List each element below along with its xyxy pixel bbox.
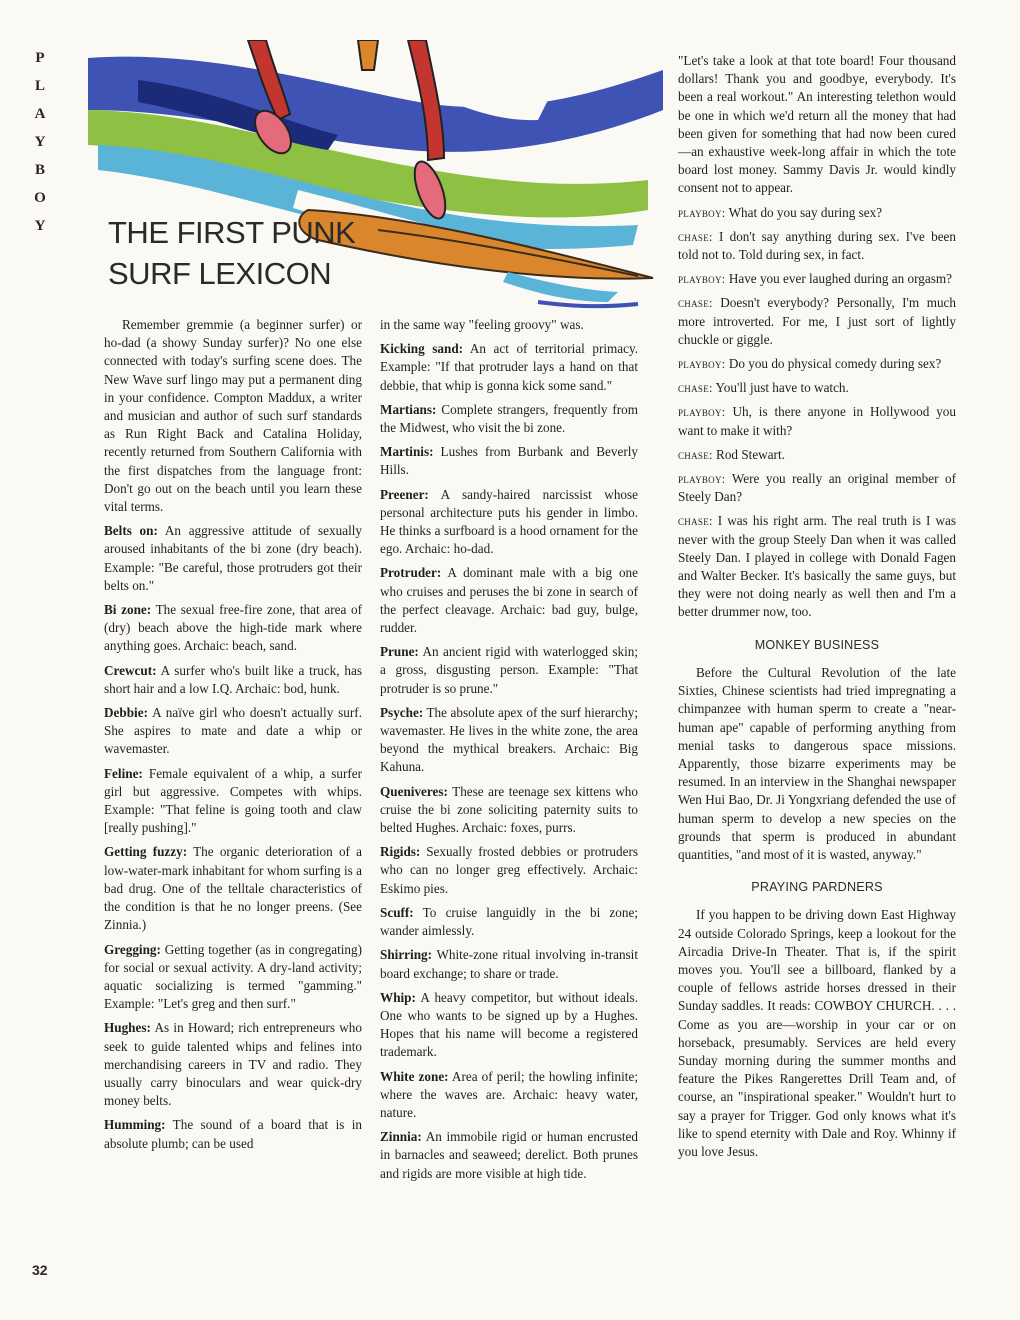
lexicon-definition: An immobile rigid or human encrusted in barnacles and seaweed; derelict. Both prunes and rigids are more visible at high tide.	[380, 1129, 638, 1181]
lexicon-entry	[380, 1068, 638, 1123]
magazine-title-letter: L	[34, 78, 45, 94]
interview-speaker: chase:	[678, 514, 713, 529]
headline-line-2: SURF LEXICON	[108, 256, 332, 291]
magazine-title-letter: O	[34, 190, 46, 206]
interview-line	[678, 403, 956, 439]
interview-line	[678, 355, 956, 373]
lexicon-term: Protruder:	[380, 565, 442, 581]
lexicon-term: Preener:	[380, 486, 429, 502]
lexicon-entries-col2	[380, 340, 638, 1183]
lexicon-entry	[380, 340, 638, 395]
lexicon-entry	[104, 1116, 362, 1152]
column-1	[104, 316, 362, 1159]
lexicon-entry	[380, 1128, 638, 1183]
lexicon-definition: Lushes from Burbank and Beverly Hills.	[380, 444, 638, 478]
lexicon-definition: Complete strangers, frequently from the Midwest, who visit the bi zone.	[380, 401, 638, 436]
interview-speaker: chase:	[678, 447, 713, 462]
interview-speaker: chase:	[678, 229, 713, 244]
lexicon-term: Getting fuzzy:	[104, 844, 188, 860]
lexicon-definition: A dominant male with a big one who cruises and peruses the bi zone in search of the perfect cleavage. Archaic: bad guy, bulge, rudder.	[380, 565, 638, 636]
lexicon-definition: White-zone ritual involving in-transit board exchange; to share or trade.	[380, 947, 638, 981]
lexicon-entry	[104, 704, 362, 759]
magazine-title-letter: B	[34, 162, 45, 178]
interview-line	[678, 228, 956, 264]
lexicon-definition: An ancient rigid with waterlogged skin; a gross, disgusting person. Example: "That protruder is so prune."	[380, 644, 638, 696]
interview-speaker: chase:	[678, 296, 713, 311]
interview-text: You'll just have to watch.	[712, 380, 849, 396]
interview-text: Do you do physical comedy during sex?	[725, 356, 942, 372]
interview-line	[678, 204, 956, 222]
lexicon-definition: These are teenage sex kittens who cruise the bi zone soliciting paternity suits to belted Hughes. Archaic: foxes, purrs.	[380, 783, 638, 836]
lexicon-definition: Getting together (as in congregating) for social or sexual activity. A dry-land activity; aquatic socializing is termed "gamming." Example: "Let's greg and then surf."	[104, 941, 362, 1012]
lexicon-term: Crewcut:	[104, 662, 157, 678]
interview-text: What do you say during sex?	[725, 204, 883, 220]
interview-speaker: playboy:	[678, 357, 726, 372]
lexicon-entry	[380, 564, 638, 637]
headline-line-1: THE FIRST PUNK	[108, 215, 356, 250]
interview-line	[678, 270, 956, 288]
interview-speaker: chase:	[678, 381, 713, 396]
lexicon-term: Prune:	[380, 644, 419, 660]
lexicon-entry	[104, 601, 362, 656]
lexicon-definition: A naïve girl who doesn't actually surf. She aspires to mate and date a whip or wavemaster.	[104, 705, 362, 757]
lexicon-entry	[380, 783, 638, 838]
lexicon-entry	[104, 1019, 362, 1110]
lexicon-entry	[104, 941, 362, 1014]
lexicon-definition: A sandy-haired narcissist whose personal architecture puts his gender in limbo. He thinks a surfboard is a hood ornament for the ego. Archaic: ho-dad.	[380, 486, 638, 557]
monkey-business-title: MONKEY BUSINESS	[754, 637, 880, 652]
lexicon-term: Rigids:	[380, 844, 421, 860]
lexicon-definition: The sound of a board that is in absolute plumb; can be used	[104, 1117, 362, 1151]
lexicon-entry	[380, 904, 638, 940]
lexicon-term: Martinis:	[380, 444, 434, 460]
lexicon-term: Scuff:	[380, 904, 414, 920]
lexicon-term: Psyche:	[380, 704, 424, 720]
lexicon-definition: As in Howard; rich entrepreneurs who seek to guide talented whips and felines into merchandising careers in TV and radio. They usually carry binoculars and wear quick-dry money belts.	[104, 1020, 362, 1109]
interview-speaker: playboy:	[678, 272, 726, 287]
lexicon-entry	[380, 443, 638, 479]
magazine-title-letter: P	[35, 50, 45, 66]
lexicon-definition: The absolute apex of the surf hierarchy; wavemaster. He lives in the white zone, the area beyond the mythical breakers. Archaic: Big Kahuna.	[380, 704, 638, 775]
lexicon-entry	[104, 765, 362, 838]
interview-text: I don't say anything during sex. I've been told not to. Told during sex, in fact.	[678, 228, 956, 263]
monkey-business-body: Before the Cultural Revolution of the late Sixties, Chinese scientists had tried impregnating a chimpanzee with human sperm to create a "near-human ape" capable of performing anything from menial tasks to dangerous space missions. Apparently, those bizarre experiments may be resumed. In an interview in the Shanghai newspaper Wen Hui Bao, Dr. Ji Yongxriang defended the use of human sperm to develop a new species on the grounds that sperm is produced in abundant quantities, "and most of it is wasted, anyway."	[678, 664, 956, 862]
lexicon-entry	[104, 843, 362, 934]
lexicon-definition: Area of peril; the howling infinite; where the waves are. Archaic: heavy water, nature.	[380, 1068, 638, 1120]
interview-text: I was his right arm. The real truth is I was never with the group Steely Dan when it was called Steely Dan. I played in college with Donald Fagen and Walter Becker. It's basically the same guys, but they were not doing nearly as well then and I'm a better drummer now, too.	[678, 513, 956, 620]
interview-line	[678, 379, 956, 397]
magazine-running-title	[30, 44, 50, 240]
praying-pardners-title: PRAYING PARDNERS	[751, 880, 883, 895]
lexicon-term: Shirring:	[380, 947, 433, 963]
lexicon-entry	[380, 843, 638, 898]
lexicon-entries-col1	[104, 522, 362, 1153]
interview-text: Uh, is there anyone in Hollywood you want to make it with?	[678, 404, 956, 438]
telethon-paragraph: "Let's take a look at that tote board! Four thousand dollars! Thank you and goodbye, everybody. It's been a real workout." An interesting telethon would be one in which we'd return all the money that had been given for something that had now been cured—an exhaustive week-long affair in which the tote board lost money. Sammy Davis Jr. would kindly consent not to appear.	[678, 53, 956, 196]
lexicon-intro: Remember gremmie (a beginner surfer) or ho-dad (a showy Sunday surfer)? No one else connected with today's surfing scene does. The New Wave surf lingo may put a permanent ding in your confidence. Compton Maddux, a writer and musician and author of such surf standards as Run Right Back and Catalina Holiday, recently returned from Southern California with the first dispatches from the language front: Don't go out on the beach until you learn these vital terms.	[104, 317, 362, 515]
interview-text: Doesn't everybody? Personally, I'm much more introverted. For me, I just sort of lightly chuckle or giggle.	[678, 295, 956, 347]
interview-text: Were you really an original member of Steely Dan?	[678, 471, 956, 505]
magazine-title-letter: A	[34, 106, 46, 122]
lexicon-term: Belts on:	[104, 523, 158, 539]
interview-line	[678, 446, 956, 464]
lexicon-term: Hughes:	[104, 1020, 151, 1036]
interview-line	[678, 294, 956, 349]
lexicon-definition: An aggressive attitude of sexually aroused inhabitants of the bi zone (dry beach). Example: "Be careful, those protruders got their belts on."	[104, 523, 362, 593]
lexicon-entry	[104, 662, 362, 698]
lexicon-definition: To cruise languidly in the bi zone; wander aimlessly.	[380, 904, 638, 939]
interview-text: Have you ever laughed during an orgasm?	[725, 271, 952, 287]
lexicon-term: White zone:	[380, 1068, 449, 1084]
lexicon-term: Bi zone:	[104, 602, 152, 618]
lexicon-entry	[380, 486, 638, 559]
lexicon-term: Gregging:	[104, 941, 161, 957]
lexicon-term: Whip:	[380, 989, 416, 1005]
interview-speaker: playboy:	[678, 405, 726, 420]
column-2	[380, 316, 638, 1189]
lexicon-term: Queniveres:	[380, 783, 448, 799]
lexicon-term: Humming:	[104, 1117, 166, 1133]
lexicon-definition: Female equivalent of a whip, a surfer girl but aggressive. Competes with whips. Example: "That feline is going tooth and claw [really pushing]."	[104, 765, 362, 836]
column-3	[678, 52, 956, 1167]
lexicon-entry	[380, 643, 638, 698]
page-number: 32	[32, 1262, 48, 1278]
interview-line	[678, 512, 956, 621]
lexicon-term: Martians:	[380, 401, 437, 417]
lexicon-term: Debbie:	[104, 705, 148, 721]
article-headline	[108, 212, 368, 294]
lexicon-entry	[380, 704, 638, 777]
lexicon-entry	[380, 946, 638, 982]
magazine-title-letter: Y	[34, 218, 46, 234]
lexicon-definition: Sexually frosted debbies or protruders who can no longer greg effectively. Archaic: Eskimo pies.	[380, 844, 638, 896]
lexicon-term: Zinnia:	[380, 1129, 422, 1145]
lexicon-definition: An act of territorial primacy. Example: "If that protruder lays a hand on that debbie, that whip is gonna kick some sand."	[380, 341, 638, 393]
interview-text: Rod Stewart.	[712, 446, 785, 462]
lexicon-definition: The organic deterioration of a low-water-mark inhabitant for whom surfing is a bad drug. One of the telltale characteristics of the condition is that he no longer preens. (See Zinnia.)	[104, 844, 362, 933]
lexicon-entry	[380, 989, 638, 1062]
lexicon-term: Feline:	[104, 765, 143, 781]
lexicon-definition: A surfer who's built like a truck, has short hair and a low I.Q. Archaic: bod, hunk.	[104, 662, 362, 696]
interview-speaker: playboy:	[678, 472, 726, 487]
lexicon-definition: A heavy competitor, but without ideals. One who wants to be signed up by a Hughes. Hopes that his name will become a registered trademark.	[380, 989, 638, 1060]
lexicon-entry	[104, 522, 362, 595]
lexicon-term: Kicking sand:	[380, 341, 464, 357]
lexicon-definition: The sexual free-fire zone, that area of (dry) beach above the high-tide mark where anything goes. Archaic: beach, sand.	[104, 602, 362, 654]
lexicon-entry	[380, 401, 638, 437]
praying-pardners-body: If you happen to be driving down East Highway 24 outside Colorado Springs, keep a lookout for the Aircadia Drive-In Theater. That is, if the spirit moves you. You'll see a billboard, flanked by a couple of fellows astride horses dressed in their Sunday saddles. It reads: COWBOY CHURCH. . . . Come as you are—worship in your car or on horseback, presumably. Services are held every Sunday morning during the summer months and feature the Pikes Rangerettes Drill Team and, of course, an "inspirational speaker." Wouldn't hurt to say a prayer for Trigger. God only knows what it's like to spend eternity with Dale and Roy. Whinny if you love Jesus.	[678, 907, 956, 1159]
continuation-text: in the same way "feeling groovy" was.	[380, 317, 584, 332]
interview-speaker: playboy:	[678, 205, 726, 220]
chase-interview	[678, 204, 956, 622]
magazine-title-letter: Y	[34, 134, 46, 150]
interview-line	[678, 470, 956, 506]
